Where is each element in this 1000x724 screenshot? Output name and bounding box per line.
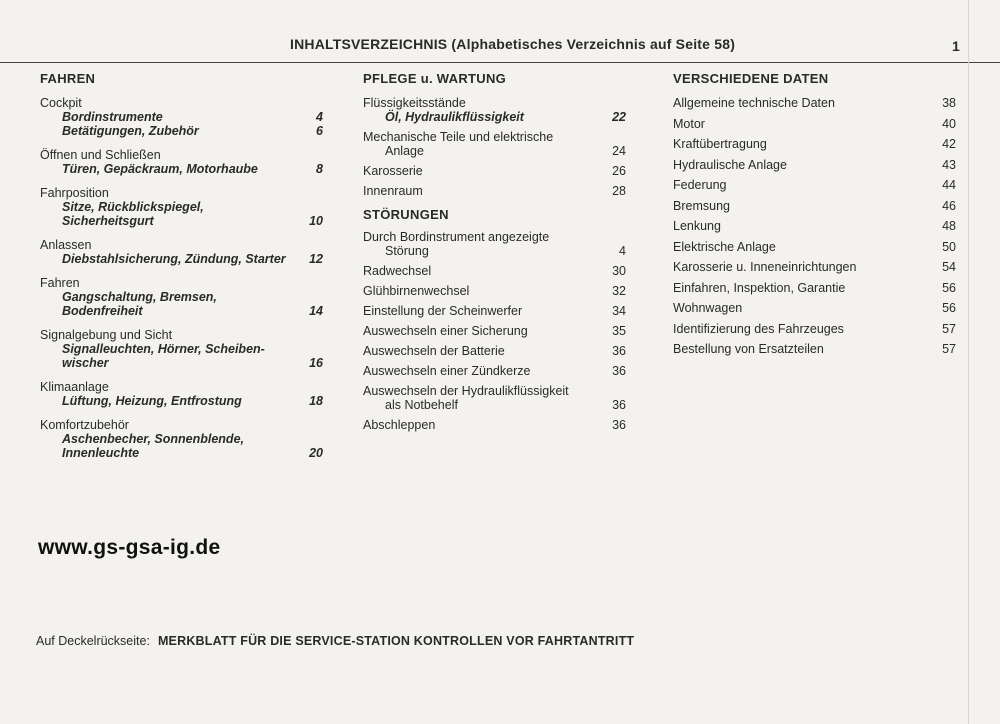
group-title: Komfortzubehör	[40, 418, 129, 432]
toc-entry: Auswechseln einer Sicherung 35	[363, 324, 626, 338]
section-heading: VERSCHIEDENE DATEN	[673, 71, 829, 86]
page-ref: 14	[309, 304, 323, 318]
footer-label: Auf Deckelrückseite:	[36, 634, 150, 648]
column-pflege	[363, 72, 628, 438]
toc-item: Signalleuchten, Hörner, Scheiben-	[62, 342, 265, 356]
group-title: Signalgebung und Sicht	[40, 328, 173, 342]
toc-entry: Lenkung 48	[673, 219, 956, 233]
footer-text: MERKBLATT FÜR DIE SERVICE-STATION KONTROLLEN VOR FAHRTANTRITT	[157, 634, 635, 648]
page-ref: 43	[942, 157, 956, 172]
toc-entry: Federung 44	[673, 178, 956, 192]
toc-entry: Abschleppen 36	[363, 418, 626, 432]
page-ref: 28	[612, 184, 626, 198]
page-ref: 54	[942, 260, 956, 274]
page-edge	[968, 0, 969, 724]
group-title: Cockpit	[40, 96, 82, 110]
page-ref: 32	[612, 284, 626, 298]
toc-item: Innenleuchte 20	[62, 446, 323, 460]
column-fahren	[40, 72, 325, 470]
toc-group	[40, 380, 325, 408]
group-title: Öffnen und Schließen	[40, 148, 161, 162]
toc-item: Bordinstrumente 4	[62, 110, 323, 124]
section-heading: FAHREN	[40, 71, 96, 86]
page-number: 1	[952, 38, 960, 54]
page-ref: 24	[612, 144, 626, 158]
page-ref: 40	[942, 116, 956, 131]
toc-group	[40, 238, 325, 266]
page-ref: 36	[612, 418, 626, 432]
group-title: Klimaanlage	[40, 380, 109, 394]
toc-entry: Hydraulische Anlage 43	[673, 157, 956, 172]
header-rule	[0, 62, 1000, 63]
toc-entry: Durch Bordinstrument angezeigte Störung 4	[363, 230, 626, 258]
toc-entry: Kraftübertragung 42	[673, 137, 956, 151]
page-ref: 57	[942, 321, 956, 336]
page-ref: 56	[942, 280, 956, 295]
page-ref: 42	[942, 137, 956, 151]
toc-group	[40, 276, 325, 318]
toc-item: Aschenbecher, Sonnenblende,	[62, 432, 244, 446]
toc-item: Türen, Gepäckraum, Motorhaube 8	[62, 162, 323, 176]
toc-entry: Radwechsel 30	[363, 264, 626, 278]
group-title: Fahrposition	[40, 186, 109, 200]
toc-entry: Einfahren, Inspektion, Garantie 56	[673, 280, 956, 295]
page-ref: 57	[942, 342, 956, 356]
page-ref: 30	[612, 264, 626, 278]
toc-group	[40, 186, 325, 228]
toc-entry: Einstellung der Scheinwerfer 34	[363, 304, 626, 318]
toc-entry: Mechanische Teile und elektrische Anlage 24	[363, 130, 626, 158]
page-ref: 34	[612, 304, 626, 318]
page-ref: 36	[612, 364, 626, 378]
page-ref: 4	[316, 110, 323, 124]
toc-item: wischer 16	[62, 356, 323, 370]
watermark-url: www.gs-gsa-ig.de	[38, 536, 221, 559]
toc-entry: Auswechseln einer Zündkerze 36	[363, 364, 626, 378]
toc-entry: Glühbirnenwechsel 32	[363, 284, 626, 298]
toc-item: Diebstahlsicherung, Zündung, Starter 12	[62, 252, 323, 266]
toc-item: Lüftung, Heizung, Entfrostung 18	[62, 394, 323, 408]
page-ref: 48	[942, 219, 956, 233]
toc-entry: Wohnwagen 56	[673, 301, 956, 315]
column-verschiedene-daten	[673, 72, 958, 363]
group-title: Fahren	[40, 276, 80, 290]
page-ref: 38	[942, 96, 956, 110]
page-ref: 10	[309, 214, 323, 228]
page-ref: 6	[316, 124, 323, 138]
page-ref: 8	[316, 162, 323, 176]
page-ref: 46	[942, 198, 956, 213]
page-ref: 56	[942, 301, 956, 315]
page-ref: 16	[309, 356, 323, 370]
page-ref: 36	[612, 398, 626, 412]
toc-entry: Bremsung 46	[673, 198, 956, 213]
toc-entry: Innenraum 28	[363, 184, 626, 198]
toc-item: Sitze, Rückblickspiegel, Sicherheitsgurt 10	[62, 200, 323, 228]
toc-entry: Flüssigkeitsstände Öl, Hydraulikflüssigkeit 22	[363, 96, 626, 124]
page-ref: 50	[942, 239, 956, 254]
toc-entry: Karosserie u. Inneneinrichtungen 54	[673, 260, 956, 274]
group-title: Anlassen	[40, 238, 92, 252]
page-ref: 18	[309, 394, 323, 408]
page-title: INHALTSVERZEICHNIS (Alphabetisches Verzeichnis auf Seite 58)	[290, 36, 736, 52]
toc-entry: Elektrische Anlage 50	[673, 239, 956, 254]
page-ref: 44	[942, 178, 956, 192]
section-heading: STÖRUNGEN	[363, 207, 449, 222]
section-heading: PFLEGE u. WARTUNG	[363, 71, 507, 86]
toc-group	[40, 328, 325, 370]
page-ref: 4	[619, 244, 626, 258]
page-ref: 26	[612, 164, 626, 178]
page-ref: 22	[612, 110, 626, 124]
toc-item: Gangschaltung, Bremsen, Bodenfreiheit 14	[62, 290, 323, 318]
toc-entry: Auswechseln der Hydraulikflüssigkeit als Notbehelf 36	[363, 384, 626, 412]
toc-group	[40, 148, 325, 176]
toc-entry: Bestellung von Ersatzteilen 57	[673, 342, 956, 356]
toc-item: Betätigungen, Zubehör 6	[62, 124, 323, 138]
toc-entry: Auswechseln der Batterie 36	[363, 344, 626, 358]
footer-note	[36, 634, 634, 648]
page-ref: 12	[309, 252, 323, 266]
toc-group	[40, 418, 325, 460]
page-ref: 20	[309, 446, 323, 460]
toc-entry: Karosserie 26	[363, 164, 626, 178]
toc-entry: Identifizierung des Fahrzeuges 57	[673, 321, 956, 336]
toc-entry: Allgemeine technische Daten 38	[673, 96, 956, 110]
page-ref: 36	[612, 344, 626, 358]
page-ref: 35	[612, 324, 626, 338]
toc-entry: Motor 40	[673, 116, 956, 131]
toc-group	[40, 96, 325, 138]
